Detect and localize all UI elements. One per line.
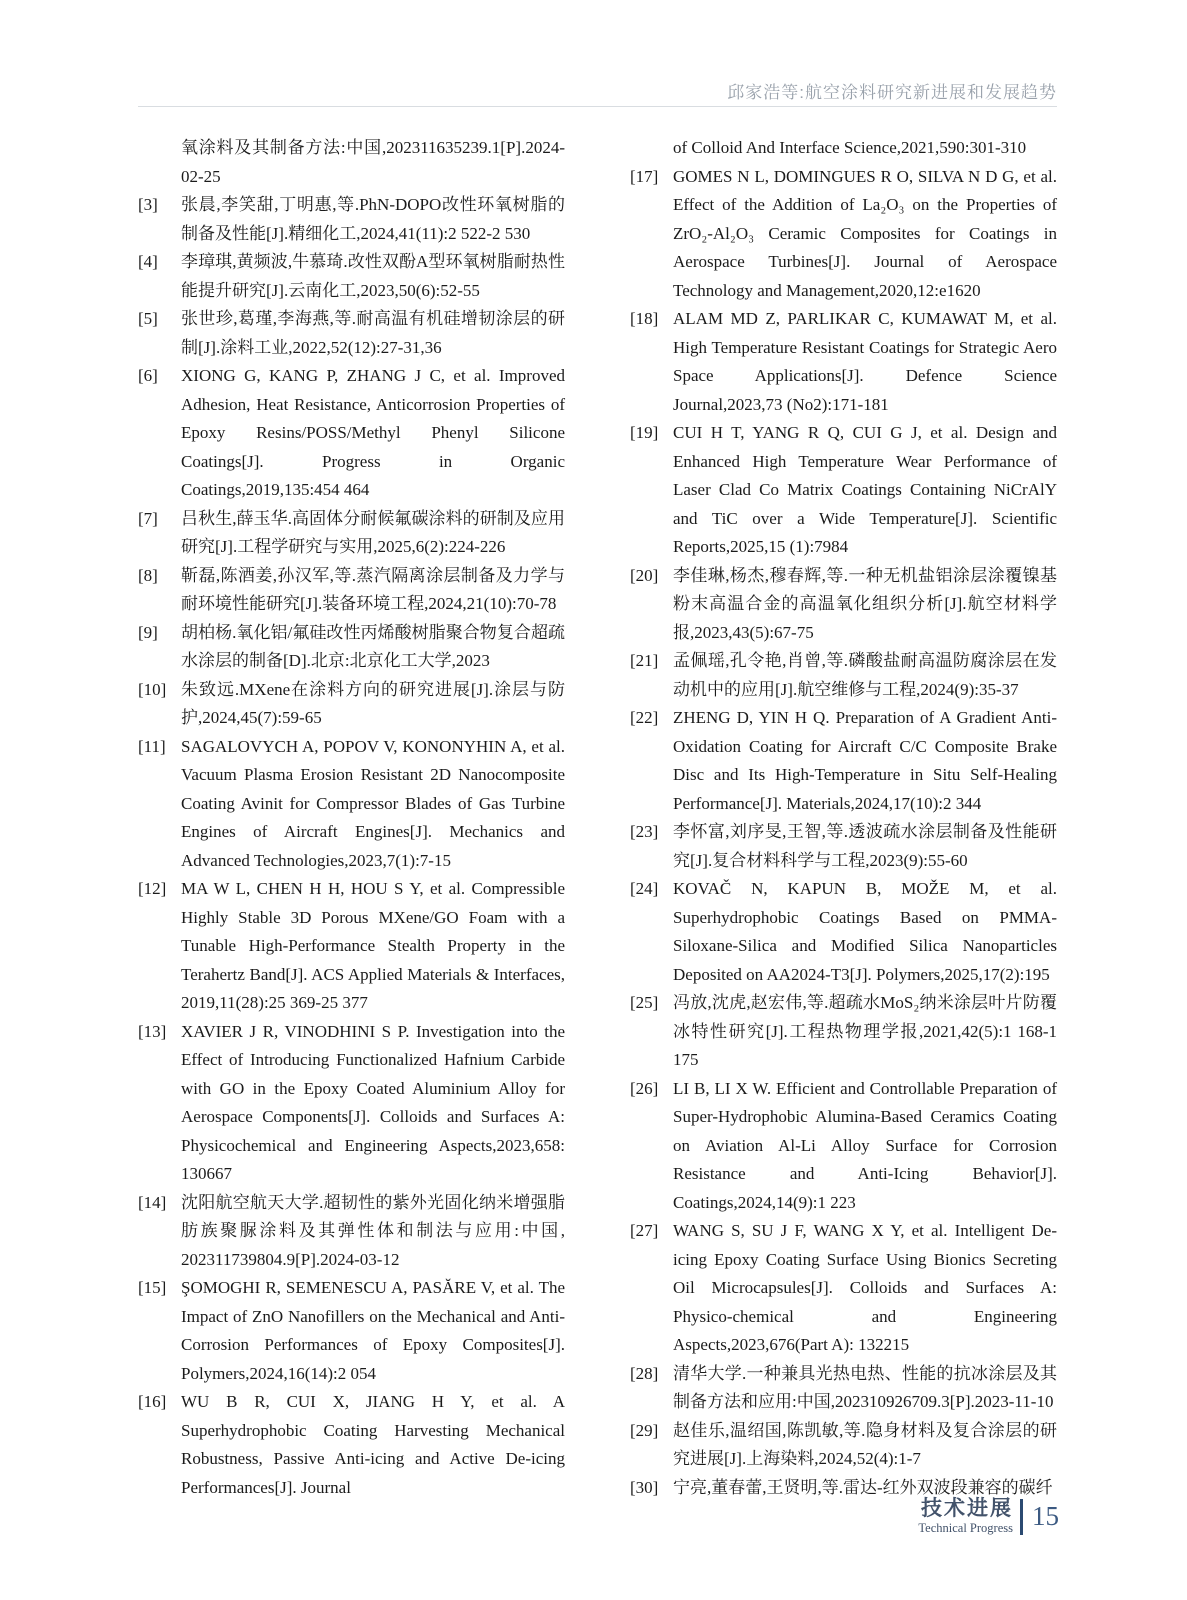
reference-number: [23] [630, 822, 659, 841]
reference-number: [24] [630, 879, 659, 898]
references-right-column [630, 134, 1057, 1502]
reference-continuation [138, 134, 565, 191]
reference-text: 胡柏杨.氧化铝/氟硅改性丙烯酸树脂聚合物复合超疏水涂层的制备[D].北京:北京化工大学,2023 [181, 622, 565, 670]
reference-text: of Colloid And Interface Science,2021,590:301-310 [673, 138, 1027, 157]
reference-number: [13] [138, 1021, 167, 1041]
reference-item [138, 619, 565, 676]
reference-text: ZHENG D, YIN H Q. Preparation of A Gradient Anti-Oxidation Coating for Aircraft C/C Composite Brake Disc and Its High-Temperature in Situ Self-Healing Performance[J]. Materials,2024,17(10):2 344 [673, 708, 1057, 813]
reference-number: [29] [630, 1420, 659, 1440]
reference-number: [12] [138, 879, 167, 898]
reference-text: GOMES N L, DOMINGUES R O, SILVA N D G, et al. Effect of the Addition of La₂O₃ on the Properties of ZrO₂-Al₂O₃ Ceramic Composites for Coatings in Aerospace Turbines[J]. Journal of Aerospace Technology and Management,2020,12:e1620 [673, 166, 1057, 300]
reference-item [630, 647, 1057, 704]
reference-item [138, 875, 565, 1018]
reference-item [138, 362, 565, 505]
reference-item [630, 1417, 1057, 1474]
reference-item [138, 562, 565, 619]
reference-continuation [630, 134, 1057, 163]
reference-text: 朱致远.MXene在涂料方向的研究进展[J].涂层与防护,2024,45(7):59-65 [181, 679, 565, 727]
footer-section-title-en: Technical Progress [918, 1521, 1013, 1536]
reference-text: WU B R, CUI X, JIANG H Y, et al. A Superhydrophobic Coating Harvesting Mechanical Robustness, Passive Anti-icing and Active De-icing Performances[J]. Journal [181, 1392, 565, 1497]
reference-number: [5] [138, 309, 158, 328]
reference-number: [3] [138, 195, 158, 214]
reference-item [138, 305, 565, 362]
reference-number: [6] [138, 366, 158, 385]
reference-item [138, 1388, 565, 1502]
reference-text: XIONG G, KANG P, ZHANG J C, et al. Improved Adhesion, Heat Resistance, Anticorrosion Properties of Epoxy Resins/POSS/Methyl Phenyl Silicone Coatings[J]. Progress in Organic Coatings,2019,135:454 464 [181, 366, 565, 499]
references-section [138, 134, 1057, 1502]
reference-item [630, 305, 1057, 419]
reference-text: ŞOMOGHI R, SEMENESCU A, PASĂRE V, et al. The Impact of ZnO Nanofillers on the Mechanical and Anti-Corrosion Performances of Epoxy Composites[J]. Polymers,2024,16(14):2 054 [181, 1278, 565, 1383]
reference-item [630, 1217, 1057, 1360]
page-number: 15 [1032, 1501, 1059, 1532]
footer-divider-bar [1020, 1499, 1023, 1535]
reference-number: [9] [138, 622, 158, 642]
reference-number: [21] [630, 651, 659, 670]
reference-text: 氧涂料及其制备方法:中国,202311635239.1[P].2024-02-25 [181, 138, 565, 186]
reference-text: 李佳琳,杨杰,穆春辉,等.一种无机盐铝涂层涂覆镍基粉末高温合金的高温氧化组织分析[J].航空材料学报,2023,43(5):67-75 [673, 565, 1057, 642]
reference-item [630, 818, 1057, 875]
page-footer [918, 1497, 1059, 1536]
reference-text: 清华大学.一种兼具光热电热、性能的抗冰涂层及其制备方法和应用:中国,202310926709.3[P].2023-11-10 [673, 1363, 1057, 1411]
reference-text: CUI H T, YANG R Q, CUI G J, et al. Design and Enhanced High Temperature Wear Performance of Laser Clad Co Matrix Coatings Containing NiCrAlY and TiC over a Wide Temperature[J]. Scientific Reports,2025,15 (1):7984 [673, 423, 1057, 556]
reference-number: [4] [138, 252, 158, 271]
footer-section-title-cn: 技术进展 [921, 1497, 1013, 1521]
reference-text: WANG S, SU J F, WANG X Y, et al. Intelligent De-icing Epoxy Coating Surface Using Bionics Secreting Oil Microcapsules[J]. Colloids and Surfaces A: Physico-chemical and Engineering Aspects,2023,676(Part A): 132215 [673, 1221, 1057, 1354]
reference-item [138, 1018, 565, 1189]
reference-number: [8] [138, 565, 158, 585]
reference-number: [19] [630, 423, 659, 442]
reference-text: ALAM MD Z, PARLIKAR C, KUMAWAT M, et al. High Temperature Resistant Coatings for Strategic Aero Space Applications[J]. Defence Science Journal,2023,73 (No2):171-181 [673, 309, 1057, 414]
reference-item [630, 1075, 1057, 1218]
reference-number: [7] [138, 508, 158, 528]
reference-text: 沈阳航空航天大学.超韧性的紫外光固化纳米增强脂肪族聚脲涂料及其弹性体和制法与应用:中国, 202311739804.9[P].2024-03-12 [181, 1192, 565, 1269]
reference-number: [26] [630, 1078, 659, 1098]
reference-text: LI B, LI X W. Efficient and Controllable Preparation of Super-Hydrophobic Alumina-Based Ceramics Coating on Aviation Al-Li Alloy Surface for Corrosion Resistance and Anti-Icing Behavior[J]. Coatings,2024,14(9):1 223 [673, 1078, 1057, 1212]
reference-text: 赵佳乐,温绍国,陈凯敏,等.隐身材料及复合涂层的研究进展[J].上海染料,2024,52(4):1-7 [673, 1420, 1057, 1468]
reference-number: [27] [630, 1221, 659, 1240]
reference-item [630, 562, 1057, 648]
reference-item [630, 1360, 1057, 1417]
reference-item [138, 733, 565, 876]
reference-item [138, 191, 565, 248]
reference-number: [15] [138, 1278, 167, 1297]
reference-text: 张晨,李笑甜,丁明惠,等.PhN-DOPO改性环氧树脂的制备及性能[J].精细化工,2024,41(11):2 522-2 530 [181, 195, 565, 243]
reference-text: 靳磊,陈酒姜,孙汉军,等.蒸汽隔离涂层制备及力学与耐环境性能研究[J].装备环境工程,2024,21(10):70-78 [181, 565, 565, 613]
reference-text: SAGALOVYCH A, POPOV V, KONONYHIN A, et al. Vacuum Plasma Erosion Resistant 2D Nanocomposite Coating Avinit for Compressor Blades of Gas Turbine Engines of Aircraft Engines[J]. Mechanics and Advanced Technologies,2023,7(1):7-15 [181, 736, 565, 870]
footer-section-titles [918, 1497, 1013, 1536]
references-left-column [138, 134, 565, 1502]
reference-item [630, 419, 1057, 562]
reference-text: XAVIER J R, VINODHINI S P. Investigation into the Effect of Introducing Functionalized Hafnium Carbide with GO in the Epoxy Coated Aluminium Alloy for Aerospace Components[J]. Colloids and Surfaces A: Physicochemical and Engineering Aspects,2023,658: 130667 [181, 1021, 565, 1183]
reference-text: 吕秋生,薛玉华.高固体分耐候氟碳涂料的研制及应用研究[J].工程学研究与实用,2025,6(2):224-226 [181, 508, 565, 556]
reference-item [630, 704, 1057, 818]
reference-item [630, 875, 1057, 989]
reference-item [138, 505, 565, 562]
reference-number: [22] [630, 708, 659, 727]
reference-number: [11] [138, 736, 166, 756]
reference-item [138, 1189, 565, 1275]
reference-text: KOVAČ N, KAPUN B, MOŽE M, et al. Superhydrophobic Coatings Based on PMMA-Siloxane-Silica and Modified Silica Nanoparticles Deposited on AA2024-T3[J]. Polymers,2025,17(2):195 [673, 879, 1057, 984]
reference-number: [18] [630, 309, 659, 328]
reference-item [138, 248, 565, 305]
reference-item [630, 989, 1057, 1075]
running-head-title: 邱家浩等:航空涂料研究新进展和发展趋势 [727, 83, 1057, 102]
reference-number: [16] [138, 1392, 167, 1411]
reference-item [630, 163, 1057, 306]
reference-text: 宁亮,董春蕾,王贤明,等.雷达-红外双波段兼容的碳纤 [673, 1477, 1053, 1497]
reference-number: [20] [630, 565, 659, 585]
header-rule [138, 106, 1057, 107]
reference-text: MA W L, CHEN H H, HOU S Y, et al. Compressible Highly Stable 3D Porous MXene/GO Foam with a Tunable High-Performance Stealth Property in the Terahertz Band[J]. ACS Applied Materials & Interfaces, 2019,11(28):25 369-25 377 [181, 879, 565, 1012]
reference-number: [30] [630, 1477, 659, 1497]
reference-item [138, 676, 565, 733]
reference-item [138, 1274, 565, 1388]
reference-number: [10] [138, 679, 167, 699]
reference-number: [25] [630, 993, 659, 1012]
reference-text: 孟佩瑶,孔令艳,肖曾,等.磷酸盐耐高温防腐涂层在发动机中的应用[J].航空维修与工程,2024(9):35-37 [673, 651, 1057, 699]
reference-text: 冯放,沈虎,赵宏伟,等.超疏水MoS₂纳米涂层叶片防覆冰特性研究[J].工程热物理学报,2021,42(5):1 168-1 175 [673, 993, 1057, 1069]
reference-text: 张世珍,葛瑾,李海燕,等.耐高温有机硅增韧涂层的研制[J].涂料工业,2022,52(12):27-31,36 [181, 309, 565, 357]
reference-text: 李怀富,刘序旻,王智,等.透波疏水涂层制备及性能研究[J].复合材料科学与工程,2023(9):55-60 [673, 822, 1057, 870]
reference-number: [14] [138, 1192, 167, 1212]
reference-number: [28] [630, 1363, 659, 1383]
reference-text: 李璋琪,黄频波,牛慕琦.改性双酚A型环氧树脂耐热性能提升研究[J].云南化工,2023,50(6):52-55 [181, 252, 565, 300]
reference-number: [17] [630, 166, 659, 186]
